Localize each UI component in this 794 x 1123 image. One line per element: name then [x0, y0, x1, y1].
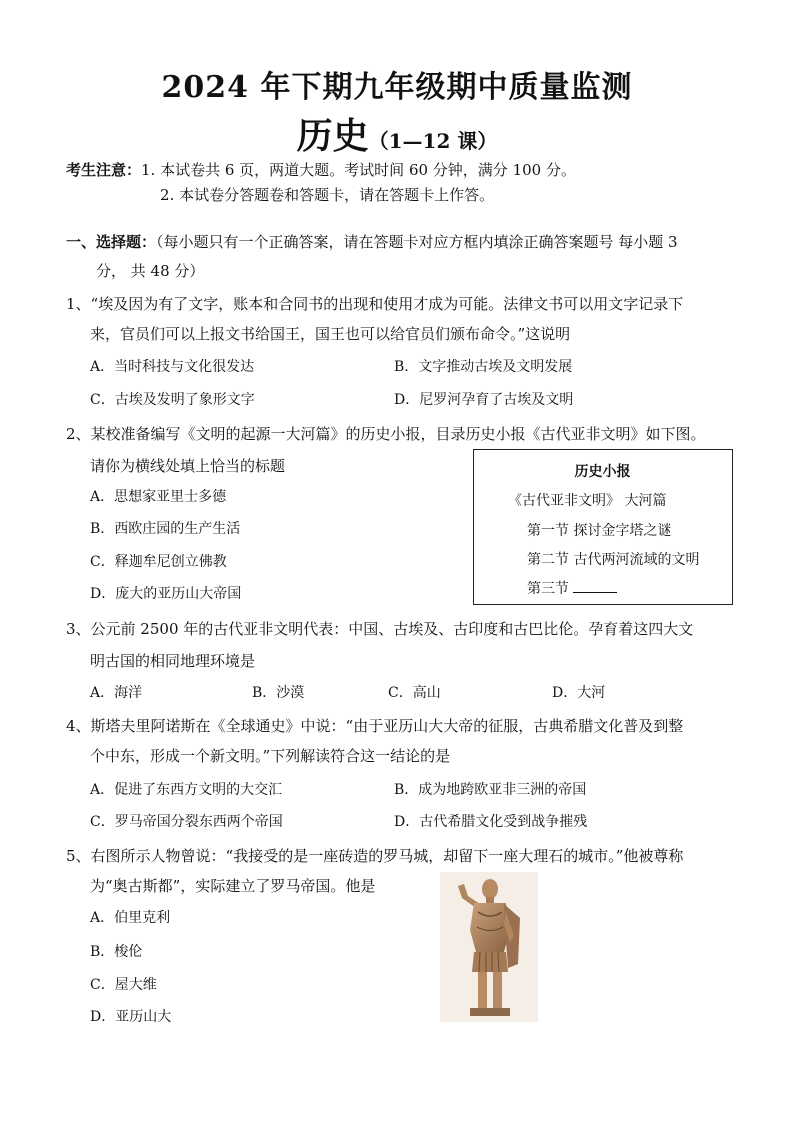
q2-stem-2: 请你为横线处填上恰当的标题: [90, 457, 286, 475]
section-desc-2: 分， 共 48 分）: [96, 262, 205, 280]
box-line-4: [527, 578, 617, 598]
exam-title: 2024 年下期九年级期中质量监测: [161, 70, 633, 105]
q3-option-b: B．沙漠: [252, 685, 305, 701]
lesson-range: （1—12 课）: [368, 129, 498, 153]
q4-option-a: A．促进了东西方文明的大交汇: [90, 782, 283, 798]
q1-stem-2: 来，官员们可以上报文书给国王，国王也可以给官员们颁布命令。”这说明: [90, 325, 571, 343]
q4-option-b: B．成为地跨欧亚非三洲的帝国: [394, 782, 587, 798]
answer-blank: [573, 580, 617, 593]
q5-stem-2: 为“奥古斯都”，实际建立了罗马帝国。他是: [90, 877, 376, 895]
q1-option-d: D．尼罗河孕育了古埃及文明: [394, 392, 574, 408]
q5-option-a: A．伯里克利: [90, 910, 171, 926]
augustus-statue-image: [440, 872, 538, 1022]
q2-stem-1: 2、某校准备编写《文明的起源一大河篇》的历史小报，目录历史小报《古代亚非文明》如下图。: [66, 425, 706, 443]
q5-stem-1: 5、右图所示人物曾说：“我接受的是一座砖造的罗马城，却留下一座大理石的城市。”他被尊称: [66, 847, 684, 865]
q3-option-d: D．大河: [552, 685, 606, 701]
notice-line-1: [66, 160, 576, 180]
q3-stem-1: 3、公元前 2500 年的古代亚非文明代表：中国、古埃及、古印度和古巴比伦。孕育着这四大文: [66, 620, 694, 638]
box-line-3: 第二节 古代两河流域的文明: [527, 552, 700, 568]
section-heading: [66, 232, 678, 252]
notice-label: 考生注意：: [66, 161, 142, 179]
q2-option-a: A．思想家亚里士多德: [90, 489, 227, 505]
q3-option-c: C．高山: [388, 685, 441, 701]
q5-option-d: D．亚历山大: [90, 1009, 172, 1025]
subject-name: 历史: [296, 115, 369, 157]
box-line-4-label: 第三节: [527, 581, 569, 597]
q4-stem-1: 4、斯塔夫里阿诺斯在《全球通史》中说：“由于亚历山大大帝的征服，古典希腊文化普及到整: [66, 717, 684, 735]
q4-option-c: C．罗马帝国分裂东西两个帝国: [90, 814, 283, 830]
q2-option-b: B．西欧庄园的生产生活: [90, 521, 241, 537]
q4-stem-2: 个中东，形成一个新文明。”下列解读符合这一结论的是: [90, 747, 451, 765]
history-newspaper-box: [473, 449, 733, 605]
q3-option-a: A．海洋: [90, 685, 143, 701]
box-line-2: 第一节 探讨金字塔之谜: [527, 523, 672, 539]
q1-stem-1: 1、“埃及因为有了文字，账本和合同书的出现和使用才成为可能。法律文书可以用文字记录下: [66, 295, 684, 313]
q5-option-b: B．梭伦: [90, 944, 143, 960]
q2-option-d: D．庞大的亚历山大帝国: [90, 586, 242, 602]
section-label: 一、选择题：: [66, 233, 157, 251]
q1-option-c: C．古埃及发明了象形文字: [90, 392, 255, 408]
notice-text-1: 1. 本试卷共 6 页，两道大题。考试时间 60 分钟，满分 100 分。: [141, 161, 576, 179]
q5-option-c: C．屋大维: [90, 977, 157, 993]
notice-line-2: 2. 本试卷分答题卷和答题卡，请在答题卡上作答。: [160, 186, 495, 204]
q1-option-a: A．当时科技与文化很发达: [90, 359, 255, 375]
box-line-1: 《古代亚非文明》 大河篇: [508, 493, 667, 509]
box-title: 历史小报: [574, 464, 631, 480]
section-desc-1: （每小题只有一个正确答案，请在答题卡对应方框内填涂正确答案题号 每小题 3: [156, 233, 678, 251]
exam-subject: [0, 108, 794, 159]
q1-option-b: B．文字推动古埃及文明发展: [394, 359, 573, 375]
q4-option-d: D．古代希腊文化受到战争摧残: [394, 814, 588, 830]
q3-stem-2: 明古国的相同地理环境是: [90, 652, 256, 670]
q2-option-c: C．释迦牟尼创立佛教: [90, 554, 227, 570]
